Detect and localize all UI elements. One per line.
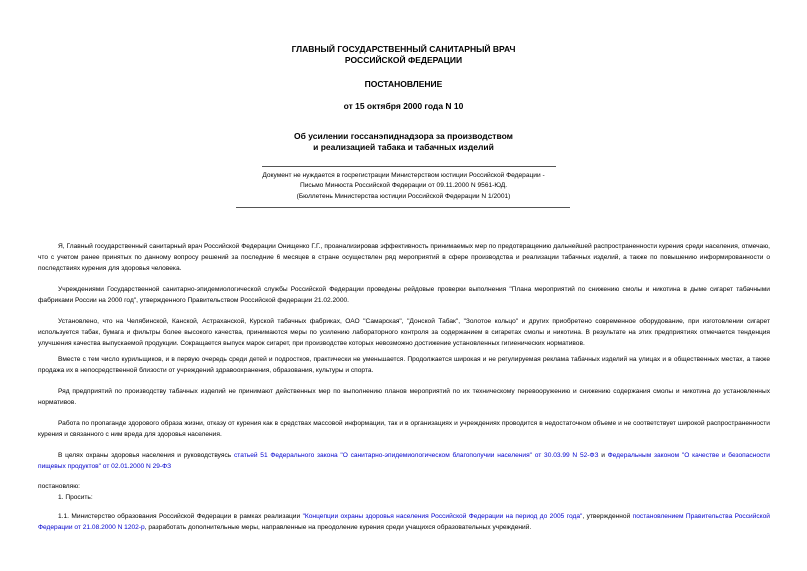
- link-food-safety-law[interactable]: Федеральным законом "О качестве и безопасности пищевых продуктов" от 02.01.2000 N 29-ФЗ: [38, 452, 770, 471]
- legal-basis-text-b: и: [598, 452, 608, 459]
- link-article-51[interactable]: статьей 51 Федерального закона "О санитарно-эпидемиологическом благополучии населения" от 30.03.99 N 52-ФЗ: [233, 452, 599, 459]
- issuer-line-2: РОССИЙСКОЙ ФЕДЕРАЦИИ: [344, 55, 463, 65]
- paragraph-resolve: постановляю:: [38, 483, 81, 490]
- paragraph-legal-basis: [38, 450, 770, 472]
- paragraph-item-1-1: [38, 511, 770, 533]
- item-1-1-text-b: , утвержденной: [582, 513, 633, 520]
- registration-note-line-2: Письмо Минюста Российской Федерации от 09.11.2000 N 9561-ЮД.: [299, 182, 508, 189]
- item-1-1-text-c: , разработать дополнительные меры, направленные на преодоление курения среди учащихся образовательных учреждений.: [144, 524, 532, 532]
- top-divider: [262, 166, 556, 167]
- document-type: ПОСТАНОВЛЕНИЕ: [364, 79, 443, 89]
- issuer-line-1: ГЛАВНЫЙ ГОСУДАРСТВЕННЫЙ САНИТАРНЫЙ ВРАЧ: [291, 44, 516, 54]
- bottom-divider: [236, 207, 570, 208]
- link-health-concept[interactable]: "Концепции охраны здоровья населения Российской Федерации на период до 2005 года": [302, 513, 583, 520]
- paragraph-enterprises: Ряд предприятий по производству табачных изделий не принимают действенных мер по выполнению планов мероприятий по их техническому перевооружению и снижению содержания смолы и никотина до установленных нормативов.: [38, 388, 770, 407]
- paragraph-propaganda: Работа по пропаганде здорового образа жизни, отказу от курения как в средствах массовой информации, так и в организациях и учреждениях проводится в недостаточном объеме и не соответствует широкой распространенности курения и связанного с ним вреда для здоровья населения.: [38, 420, 770, 439]
- registration-note-line-1: Документ не нуждается в госрегистрации Министерством юстиции Российской Федерации -: [262, 172, 545, 179]
- document-title-line-1: Об усилении госсанэпиднадзора за производством: [294, 131, 513, 141]
- legal-basis-text-a: В целях охраны здоровья населения и руководствуясь: [58, 452, 234, 459]
- registration-note-line-3: (Бюллетень Министерства юстиции Российской Федерации N 1/2001): [296, 193, 511, 200]
- paragraph-findings: Установлено, что на Челябинской, Канской, Астраханской, Курской табачных фабриках, ОАО "Самарская", "Донской Табак", "Золотое кольцо" и других приобретено современное оборудование, при изготовлении сигарет используется табак, бумага и фильтры более высокого качества, принимаются меры по усилению лабораторного контроля за содержанием в сигаретах смолы и никотина. В результате на этих предприятиях отмечается тенденция улучшения качества выпускаемой продукции. Сокращается выпуск марок сигарет, при производстве которых невозможно достижение установленных гигиенических нормативов.: [38, 318, 770, 348]
- paragraph-intro: Я, Главный государственный санитарный врач Российской Федерации Онищенко Г.Г., проанализировав эффективность принимаемых мер по предотвращению дальнейшей распространенности курения среди населения, отмечаю, что с учетом ранее принятых по данному вопросу решений за последние 6 месяцев в стране осуществлен ряд мероприятий в сфере производства и реализации табачных изделий, а также по повышению информированности о последствиях курения для здоровья человека.: [38, 243, 770, 273]
- link-government-resolution[interactable]: постановлением Правительства Российской Федерации от 21.08.2000 N 1202-р: [38, 513, 770, 532]
- document-date: от 15 октября 2000 года N 10: [343, 101, 464, 111]
- item-1-1-text-a: 1.1. Министерство образования Российской Федерации в рамках реализации: [58, 513, 303, 520]
- paragraph-smokers: Вместе с тем число курильщиков, и в первую очередь среди детей и подростков, практически не уменьшается. Продолжается широкая и не регулируемая реклама табачных изделий на улицах и в общественных местах, а также продажа их в непосредственной близости от учреждений здравоохранения, образования, культуры и спорта.: [38, 356, 770, 375]
- paragraph-request: 1. Просить:: [58, 494, 93, 501]
- paragraph-inspections: Учреждениями Государственной санитарно-эпидемиологической службы Российской Федерации проведены рейдовые проверки выполнения "Плана мероприятий по снижению смолы и никотина в дыме сигарет табачными фабриками России на 2000 год", утвержденного Правительством Российской федерации 21.02.2000.: [38, 286, 770, 305]
- document-title-line-2: и реализацией табака и табачных изделий: [313, 142, 494, 152]
